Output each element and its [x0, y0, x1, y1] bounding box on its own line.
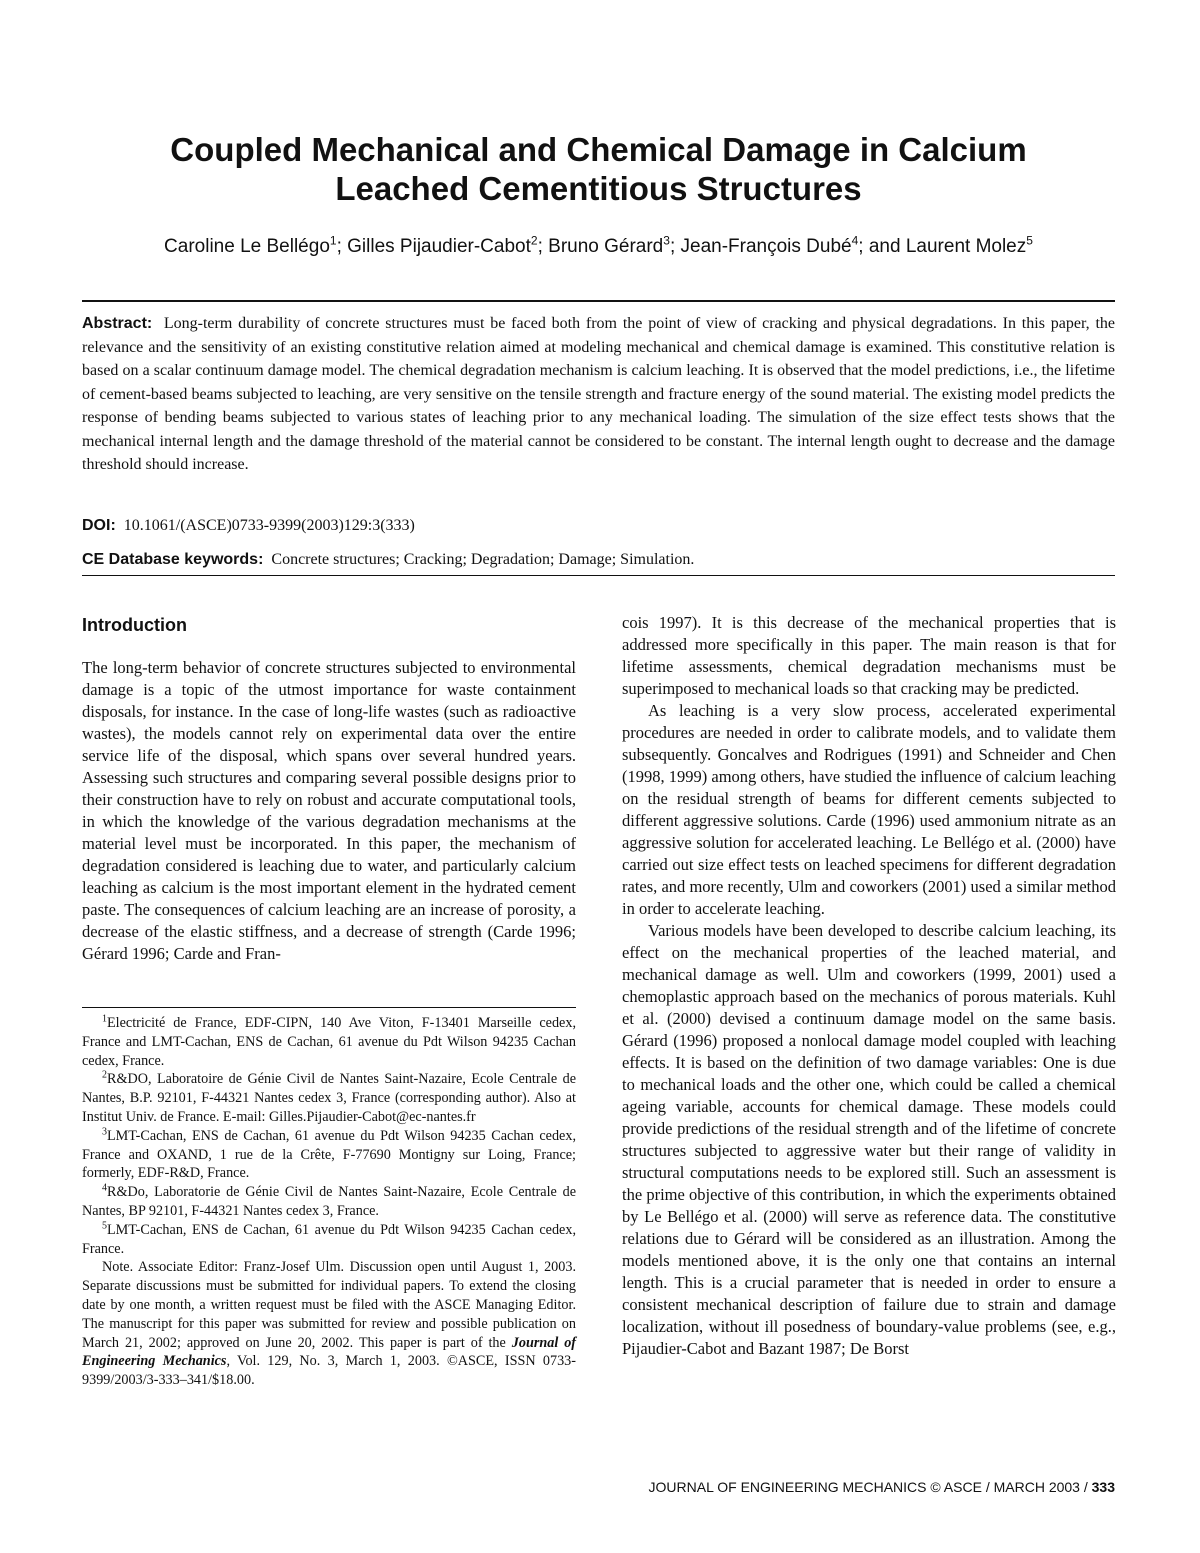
footnote-text: R&DO, Laboratoire de Génie Civil de Nantes Saint-Nazaire, Ecole Centrale de Nantes, B.P. 92101, F-44321 Nantes cedex 3, France (corresponding author). Also at Institut Univ. de France. E-mail: Gilles.Pijaudier-Cabot@ec-nantes.fr	[82, 1071, 576, 1125]
footnote-mark: 1	[102, 1013, 107, 1025]
keywords-value: Concrete structures; Cracking; Degradation; Damage; Simulation.	[271, 551, 695, 568]
footnote-text: R&Do, Laboratorie de Génie Civil de Nantes Saint-Nazaire, Ecole Centrale de Nantes, BP 92101, F-44321 Nantes cedex 3, France.	[82, 1184, 576, 1219]
abstract-text: Long-term durability of concrete structures must be faced both from the point of view of cracking and physical degradations. In this paper, the relevance and the sensitivity of an existing constitutive relation aimed at modeling mechanical and chemical damage is examined. This constitutive relation is based on a scalar continuum damage model. The chemical degradation mechanism is calcium leaching. It is observed that the model predictions, i.e., the lifetime of cement-based beams subjected to leaching, are very sensitive on the tensile strength and fracture energy of the sound material. The existing model predicts the response of bending beams subjected to various states of leaching prior to any mechanical loading. The simulation of the size effect tests shows that the mechanical internal length and the damage threshold of the material cannot be considered to be constant. The internal length ought to decrease and the damage threshold should increase.	[82, 315, 1115, 473]
author-affiliation-mark: 2	[530, 233, 538, 248]
footnote-text: LMT-Cachan, ENS de Cachan, 61 avenue du Pdt Wilson 94235 Cachan cedex, France and OXAND, 1 rue de la Crête, F-77690 Montigny sur Loing, France; formerly, EDF-R&D, France.	[82, 1127, 576, 1182]
author-separator: ;	[336, 236, 348, 257]
footer-journal-text: JOURNAL OF ENGINEERING MECHANICS © ASCE / MARCH 2003 /	[648, 1479, 1092, 1495]
paper-title-line-2: Leached Cementitious Structures	[335, 170, 862, 207]
author-affiliation-mark: 3	[663, 233, 670, 248]
author-separator: ; and	[858, 236, 906, 257]
author-name: Gilles Pijaudier-Cabot	[347, 236, 531, 257]
author-affiliation-mark: 4	[851, 233, 859, 248]
abstract	[82, 312, 1115, 477]
section-heading-introduction: Introduction	[82, 615, 187, 635]
doi-line	[82, 515, 415, 537]
note-text-before: Note. Associate Editor: Franz-Josef Ulm. Discussion open until August 1, 2003. Separate discussions must be submitted for individual papers. To extend the closing date by one month, a written request must be filed with the ASCE Managing Editor. The manuscript for this paper was submitted for review and possible publication on March 21, 2002; approved on June 20, 2002. This paper is part of the	[82, 1259, 576, 1351]
journal-name: Journal of Engineering Mechanics	[82, 1334, 577, 1370]
footnote	[82, 1221, 576, 1259]
abstract-top-rule	[82, 300, 1115, 302]
editorial-note	[82, 1258, 576, 1390]
footnote-mark: 3	[102, 1126, 107, 1138]
running-footer	[649, 1478, 1115, 1496]
footnote-mark: 5	[102, 1220, 107, 1232]
footnote	[82, 1127, 576, 1183]
page-number: 333	[1091, 1479, 1115, 1495]
author-separator: ;	[537, 236, 549, 257]
footnote-text: Electricité de France, EDF-CIPN, 140 Ave Viton, F-13401 Marseille cedex, France and LMT-Cachan, ENS de Cachan, 61 avenue du Pdt Wilson 94235 Cachan cedex, France.	[82, 1015, 576, 1069]
footnote	[82, 1014, 576, 1070]
right-column	[622, 612, 1116, 1360]
footnote-text: LMT-Cachan, ENS de Cachan, 61 avenue du Pdt Wilson 94235 Cachan cedex, France.	[82, 1221, 576, 1257]
footnote-mark: 4	[102, 1182, 107, 1194]
keywords-label: CE Database keywords:	[82, 551, 264, 568]
footnote	[82, 1070, 576, 1126]
author-separator: ;	[669, 236, 681, 257]
author-name: Bruno Gérard	[548, 236, 664, 257]
author-affiliation-mark: 5	[1026, 233, 1033, 248]
footnote-rule	[82, 1007, 576, 1008]
author-name: Jean-François Dubé	[680, 236, 852, 257]
abstract-bottom-rule	[82, 575, 1115, 576]
paper-title-line-1: Coupled Mechanical and Chemical Damage in Calcium	[170, 131, 1027, 168]
body-paragraph: As leaching is a very slow process, accelerated experimental procedures are needed in order to calibrate models, and to validate them subsequently. Goncalves and Rodrigues (1991) and Schneider and Chen (1998, 1999) among others, have studied the influence of calcium leaching on the residual strength of beams for different cements subjected to different aggressive solutions. Carde (1996) used ammonium nitrate as an aggressive solution for accelerated leaching. Le Bellégo et al. (2000) have carried out size effect tests on leached specimens for different degradation rates, and more recently, Ulm and coworkers (2001) used a similar method in order to accelerate leaching.	[622, 701, 1116, 918]
author-name: Caroline Le Bellégo	[164, 236, 330, 257]
author-list	[82, 234, 1115, 260]
keywords-line	[82, 549, 694, 571]
footnotes	[82, 1014, 576, 1390]
author-affiliation-mark: 1	[329, 233, 337, 248]
footnote	[82, 1183, 576, 1221]
footnote-mark: 2	[102, 1069, 107, 1081]
body-paragraph: Various models have been developed to describe calcium leaching, its effect on the mechanical properties of the leached material, and mechanical damage as well. Ulm and coworkers (1999, 2001) used a chemoplastic approach based on the mechanics of porous materials. Kuhl et al. (2000) devised a continuum damage model on the same basis. Gérard (1996) proposed a nonlocal damage model coupled with leaching effects. It is based on the definition of two damage variables: One is due to mechanical loads and the other one, which could be called a chemical ageing variable, accounts for chemical damage. These models could provide predictions of the residual strength and of the lifetime of concrete structures subjected to aggressive water but their range of validity in structural computations needs to be explored still. Such an assessment is the prime objective of this contribution, in which the experiments obtained by Le Bellégo et al. (2000) will serve as reference data. The constitutive relations due to Gérard will be considered as an illustration. Among the models mentioned above, it is the only one that contains an internal length. This is a crucial parameter that is needed in order to ensure a consistent mechanical description of failure due to strain and damage localization, without ill posedness of boundary-value problems (see, e.g., Pijaudier-Cabot and Bazant 1987; De Borst	[622, 921, 1116, 1358]
note-text-after: , Vol. 129, No. 3, March 1, 2003. ©ASCE, ISSN 0733-9399/2003/3-333–341/$18.00.	[82, 1353, 576, 1389]
paper-title	[82, 130, 1115, 208]
abstract-label: Abstract:	[82, 315, 153, 332]
doi-label: DOI:	[82, 517, 116, 534]
author-name: Laurent Molez	[905, 236, 1027, 257]
body-paragraph: cois 1997). It is this decrease of the mechanical properties that is addressed more specifically in this paper. The main reason is that for lifetime assessments, chemical degradation mechanisms must be superimposed to mechanical loads so that cracking may be predicted.	[622, 613, 1116, 698]
introduction-paragraph: The long-term behavior of concrete structures subjected to environmental damage is a topic of the utmost importance for waste containment disposals, for instance. In the case of long-life wastes (such as radioactive wastes), the models cannot rely on experimental data over the entire service life of the disposal, which spans over several hundred years. Assessing such structures and comparing several possible designs prior to their construction have to rely on robust and accurate computational tools, in which the knowledge of the various degradation mechanisms at the material level must be incorporated. In this paper, the mechanism of degradation considered is leaching due to water, and particularly calcium leaching as calcium is the most important element in the hydrated cement paste. The consequences of calcium leaching are an increase of porosity, a decrease of the elastic stiffness, and a decrease of strength (Carde 1996; Gérard 1996; Carde and Fran-	[82, 658, 576, 963]
doi-value[interactable]: 10.1061/(ASCE)0733-9399(2003)129:3(333)	[123, 517, 415, 534]
